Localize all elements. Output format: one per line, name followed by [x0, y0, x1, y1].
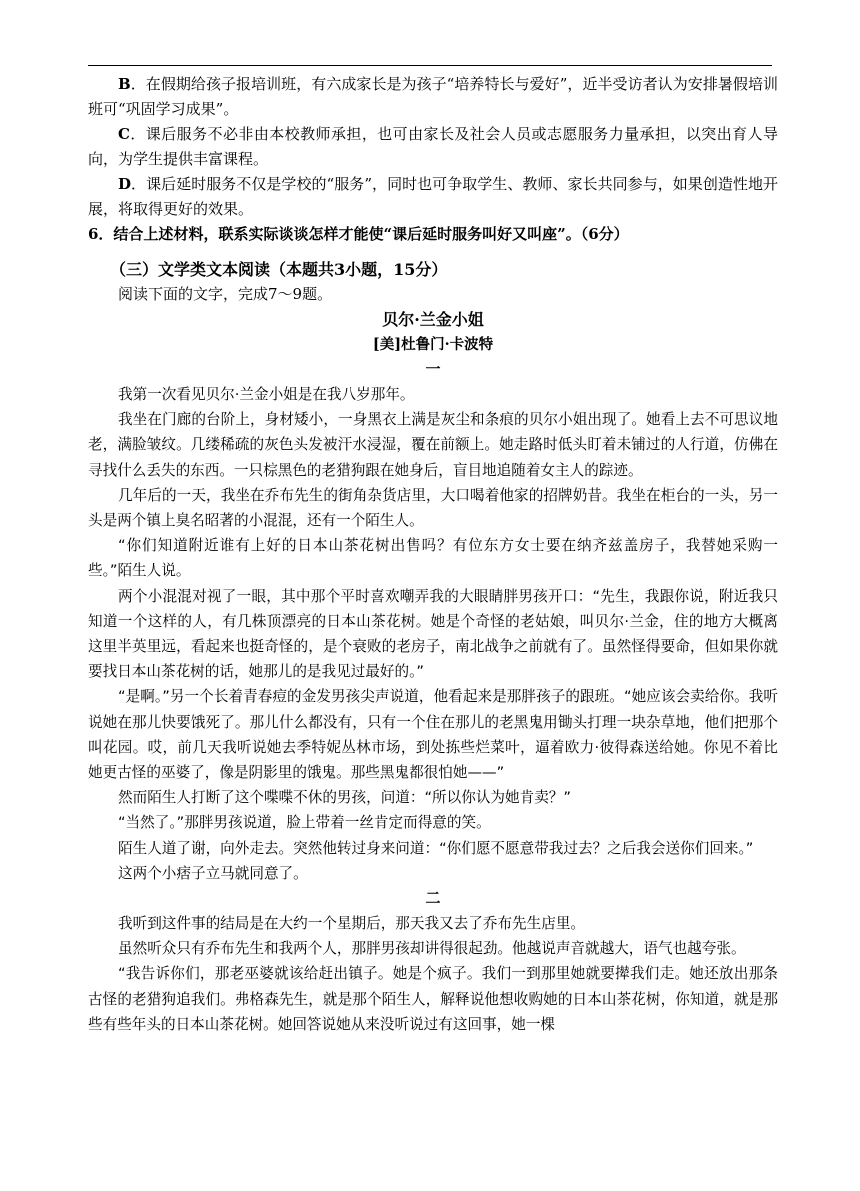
story-paragraph: “是啊。”另一个长着青春痘的金发男孩尖声说道，他看起来是那胖孩子的跟班。“她应该会卖给你。我听说她在那儿快要饿死了。那儿什么都没有，只有一个住在那儿的老黑鬼用锄头打理一块杂草地，他们把那个叫花园。哎，前几天我听说她去季特妮丛林市场，到处拣些烂菜叶，逼着欧力·彼得森送给她。你见不着比她更古怪的巫婆了，像是阴影里的饿鬼。那些黑鬼都很怕她——” [88, 688, 778, 782]
section-heading: （三）文学类文本阅读（本题共3小题，15分） [110, 260, 448, 279]
story-part-1 [88, 382, 778, 886]
question-6: 6．结合上述材料，联系实际谈谈怎样才能使“课后延时服务叫好又叫座”。（6分） [88, 225, 629, 243]
story-paragraph: 几年后的一天，我坐在乔布先生的街角杂货店里，大口喝着他家的招牌奶昔。我坐在柜台的一头，另一头是两个镇上臭名昭著的小混混，还有一个陌生人。 [88, 486, 778, 530]
option-text: ．课后延时服务不仅是学校的“服务”，同时也可争取学生、教师、家长共同参与，如果创造性地开展，将取得更好的效果。 [88, 175, 778, 218]
option-text: ．课后服务不必非由本校教师承担，也可由家长及社会人员或志愿服务力量承担，以突出育人导向，为学生提供丰富课程。 [88, 125, 778, 168]
story-paragraph: 我听到这件事的结局是在大约一个星期后，那天我又去了乔布先生店里。 [118, 915, 586, 933]
story-author: [美]杜鲁门·卡波特 [372, 336, 494, 353]
story-paragraph: 这两个小痞子立马就同意了。 [118, 864, 308, 882]
option-letter: D [118, 175, 132, 193]
option-d [88, 172, 778, 222]
story-title: 贝尔·兰金小姐 [382, 310, 484, 329]
option-letter: B [118, 75, 131, 93]
document-page [88, 72, 778, 1037]
option-c [88, 122, 778, 172]
story-paragraph: “我告诉你们，那老巫婆就该给赶出镇子。她是个疯子。我们一到那里她就要撵我们走。她还放出那条古怪的老猎狗追我们。弗格森先生，就是那个陌生人，解释说他想收购她的日本山茶花树，你知道，就是那些有些年头的日本山茶花树。她回答说她从来没听说过有这回事，她一棵 [88, 965, 778, 1033]
story-paragraph: “当然了。”那胖男孩说道，脸上带着一丝肯定而得意的笑。 [118, 814, 491, 832]
story-paragraph: 陌生人道了谢，向外走去。突然他转过身来问道：“你们愿不愿意带我过去？之后我会送你们回来。” [118, 839, 754, 857]
story-paragraph: 然而陌生人打断了这个喋喋不休的男孩，问道：“所以你认为她肯卖？” [118, 789, 571, 807]
header-rule [88, 65, 772, 66]
reading-instruction: 阅读下面的文字，完成7～9题。 [118, 285, 333, 303]
story-paragraph: 我第一次看见贝尔·兰金小姐是在我八岁那年。 [118, 386, 415, 403]
chapter-heading-2: 二 [425, 889, 441, 908]
story-paragraph: 两个小混混对视了一眼，其中那个平时喜欢嘲弄我的大眼睛胖男孩开口：“先生，我跟你说，附近我只知道一个这样的人，有几株顶漂亮的日本山茶花树。她是个奇怪的老姑娘，叫贝尔·兰金，住的地方大概离这里半英里远，看起来也挺奇怪的，是个衰败的老房子，南北战争之前就有了。虽然怪得要命，但如果你就要找日本山茶花树的话，她那儿的是我见过最好的。” [88, 587, 778, 681]
story-part-2 [88, 911, 778, 1037]
option-letter: C [118, 125, 130, 143]
story-paragraph: 虽然听众只有乔布先生和我两个人，那胖男孩却讲得很起劲。他越说声音就越大，语气也越夸张。 [118, 940, 746, 958]
story-paragraph: “你们知道附近谁有上好的日本山茶花树出售吗？有位东方女士要在纳齐兹盖房子，我替她采购一些。”陌生人说。 [88, 537, 778, 580]
story-paragraph: 我坐在门廊的台阶上，身材矮小，一身黑衣上满是灰尘和条痕的贝尔小姐出现了。她看上去不可思议地老，满脸皱纹。几缕稀疏的灰色头发被汗水浸湿，覆在前额上。她走路时低头盯着未铺过的人行道，仿佛在寻找什么丢失的东西。一只棕黑色的老猎狗跟在她身后，盲目地追随着女主人的踪迹。 [88, 411, 778, 479]
option-b [88, 72, 778, 122]
chapter-heading-1: 一 [425, 360, 441, 378]
option-text: ．在假期给孩子报培训班，有六成家长是为孩子“培养特长与爱好”，近半受访者认为安排暑假培训班可“巩固学习成果”。 [88, 75, 778, 118]
